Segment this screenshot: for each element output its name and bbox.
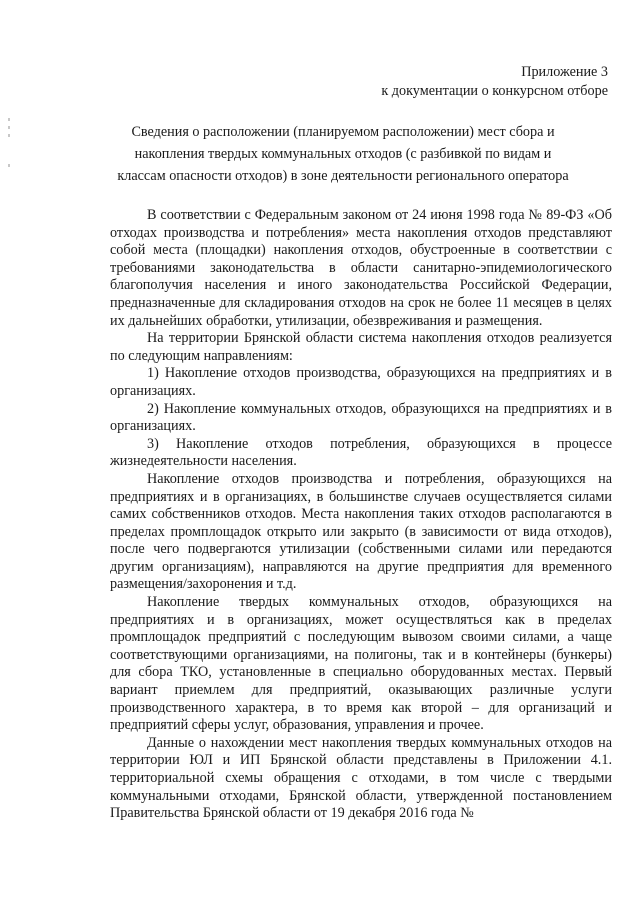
paragraph: Накопление отходов производства и потребления, образующихся на предприятиях и в организациях, в большинстве случаев осуществляется силами самих собственников отходов. Места накопления таких отходов располагаются в пределах промплощадок открыто или закрыто (в зависимости от вида отходов), после чего подвергаются утилизации (собственными силами или передаются другим организациям), направляются на другие предприятия для временного размещения/захоронения и т.д. <box>110 470 612 593</box>
paragraph: На территории Брянской области система накопления отходов реализуется по следующим направлениям: <box>110 330 612 364</box>
margin-mark <box>8 126 10 129</box>
appendix-header <box>381 63 608 101</box>
list-item: 2) Накопление коммунальных отходов, образующихся на предприятиях и в организациях. <box>110 400 612 435</box>
paragraph: Данные о нахождении мест накопления твердых коммунальных отходов на территории ЮЛ и ИП Брянской области представлены в Приложении 4.1. территориальной схемы обращения с отходами, в том числе с твердыми коммунальными отходами, Брянской области, утвержденной постановлением Правительства Брянской области от 19 декабря 2016 года № <box>110 734 612 822</box>
paragraph: Накопление твердых коммунальных отходов, образующихся на предприятиях и в организациях, может осуществляться как в пределах промплощадок предприятий с последующим вывозом своими силами, а чаще соответствующими организациями, на полигоны, так и в контейнеры (бункеры) для сбора ТКО, установленные в специально оборудованных местах. Первый вариант приемлем для предприятий, оказывающих различные услуги производственного характера, в то время как второй – для организаций и предприятий сферы услуг, образования, управления и прочее. <box>110 594 612 734</box>
paragraph: В соответствии с Федеральным законом от 24 июня 1998 года № 89-ФЗ «Об отходах производства и потребления» места накопления отходов представляют собой места (площадки) накопления отходов, обустроенные в соответствии с требованиями законодательства в области санитарно-эпидемиологического благополучия населения и иного законодательства Российской Федерации, предназначенные для складирования отходов на срок не более 11 месяцев в целях их дальнейших обработки, утилизации, обезвреживания и размещения. <box>110 207 612 329</box>
list-item: 1) Накопление отходов производства, образующихся на предприятиях и в организациях. <box>110 365 612 399</box>
margin-mark <box>8 118 10 121</box>
list-item: 3) Накопление отходов потребления, образующихся в процессе жизнедеятельности населения. <box>110 435 612 470</box>
margin-mark <box>8 134 10 137</box>
document-title: Сведения о расположении (планируемом расположении) мест сбора и накопления твердых коммунальных отходов (с разбивкой по видам и классам опасности отходов) в зоне деятельности регионального оператора <box>117 124 569 184</box>
margin-mark <box>8 164 10 167</box>
appendix-line-1: Приложение 3 <box>521 64 608 80</box>
document-body <box>110 207 612 823</box>
appendix-line-2: к документации о конкурсном отборе <box>381 83 608 99</box>
